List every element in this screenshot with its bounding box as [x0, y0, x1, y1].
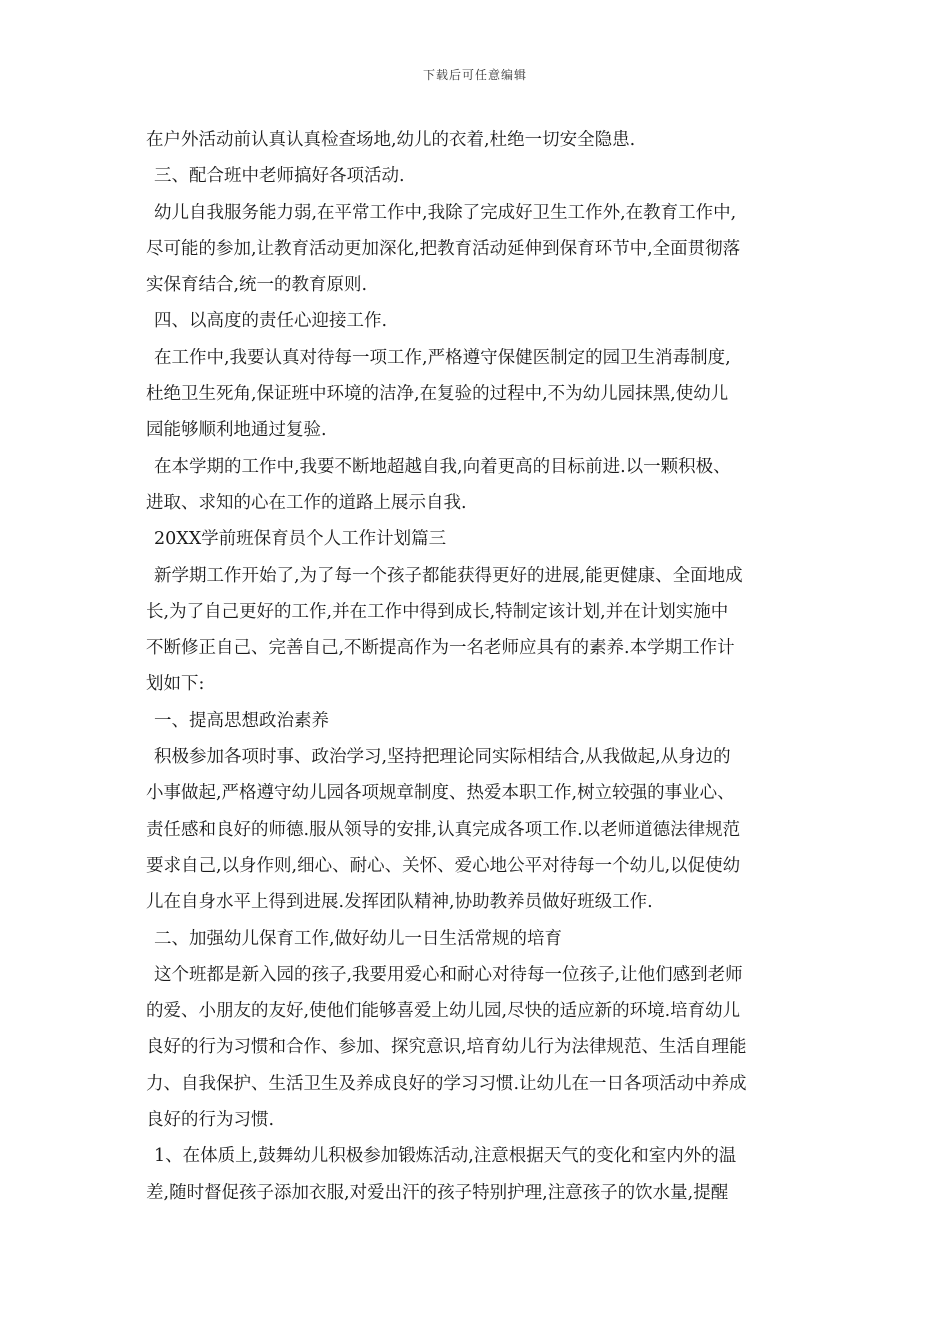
text-line: 要求自己,以身作则,细心、耐心、关怀、爱心地公平对待每一个幼儿,以促使幼 — [146, 855, 741, 876]
text-line: 儿在自身水平上得到进展.发挥团队精神,协助教养员做好班级工作. — [146, 892, 653, 913]
text-line: 实保育结合,统一的教育原则. — [146, 275, 368, 296]
text-line: 三、配合班中老师搞好各项活动. — [154, 166, 405, 187]
text-line: 差,随时督促孩子添加衣服,对爱出汗的孩子特别护理,注意孩子的饮水量,提醒 — [146, 1182, 729, 1203]
text-line: 不断修正自己、完善自己,不断提高作为一名老师应具有的素养.本学期工作计 — [146, 638, 735, 659]
text-line: 这个班都是新入园的孩子,我要用爱心和耐心对待每一位孩子,让他们感到老师 — [154, 964, 743, 985]
text-line: 良好的行为习惯和合作、参加、探究意识,培育幼儿行为法律规范、生活自理能 — [146, 1037, 747, 1058]
text-line: 二、加强幼儿保育工作,做好幼儿一日生活常规的培育 — [154, 928, 563, 949]
text-line: 的爱、小朋友的友好,使他们能够喜爱上幼儿园,尽快的适应新的环境.培育幼儿 — [146, 1001, 741, 1022]
document-body — [146, 122, 816, 1211]
text-line: 杜绝卫生死角,保证班中环境的洁净,在复验的过程中,不为幼儿园抹黑,使幼儿 — [146, 384, 729, 405]
text-line: 1、在体质上,鼓舞幼儿积极参加锻炼活动,注意根据天气的变化和室内外的温 — [154, 1146, 737, 1167]
text-line: 20XX学前班保育员个人工作计划篇三 — [154, 529, 447, 550]
text-line: 进取、求知的心在工作的道路上展示自我. — [146, 492, 467, 513]
text-line: 小事做起,严格遵守幼儿园各项规章制度、热爱本职工作,树立较强的事业心、 — [146, 783, 735, 804]
text-line: 在户外活动前认真认真检查场地,幼儿的衣着,杜绝一切安全隐患. — [146, 130, 636, 150]
text-line: 划如下: — [146, 674, 205, 695]
text-line: 力、自我保护、生活卫生及养成良好的学习习惯.让幼儿在一日各项活动中养成 — [146, 1073, 747, 1094]
text-line: 在工作中,我要认真对待每一项工作,严格遵守保健医制定的园卫生消毒制度, — [154, 347, 731, 368]
text-line: 幼儿自我服务能力弱,在平常工作中,我除了完成好卫生工作外,在教育工作中, — [154, 202, 737, 223]
text-line: 良好的行为习惯. — [146, 1110, 275, 1131]
text-line: 长,为了自己更好的工作,并在工作中得到成长,特制定该计划,并在计划实施中 — [146, 601, 729, 622]
text-line: 在本学期的工作中,我要不断地超越自我,向着更高的目标前进.以一颗积极、 — [154, 456, 731, 477]
text-line: 四、以高度的责任心迎接工作. — [154, 311, 388, 332]
text-line: 一、提高思想政治素养 — [154, 710, 329, 731]
text-line: 尽可能的参加,让教育活动更加深化,把教育活动延伸到保育环节中,全面贯彻落 — [146, 238, 741, 259]
page-header: 下载后可任意编辑 — [422, 68, 527, 82]
text-line: 积极参加各项时事、政治学习,坚持把理论同实际相结合,从我做起,从身边的 — [154, 747, 731, 768]
text-line: 责任感和良好的师德.服从领导的安排,认真完成各项工作.以老师道德法律规范 — [146, 819, 741, 840]
text-line: 园能够顺利地通过复验. — [146, 420, 327, 441]
text-line: 新学期工作开始了,为了每一个孩子都能获得更好的进展,能更健康、全面地成 — [154, 565, 743, 586]
